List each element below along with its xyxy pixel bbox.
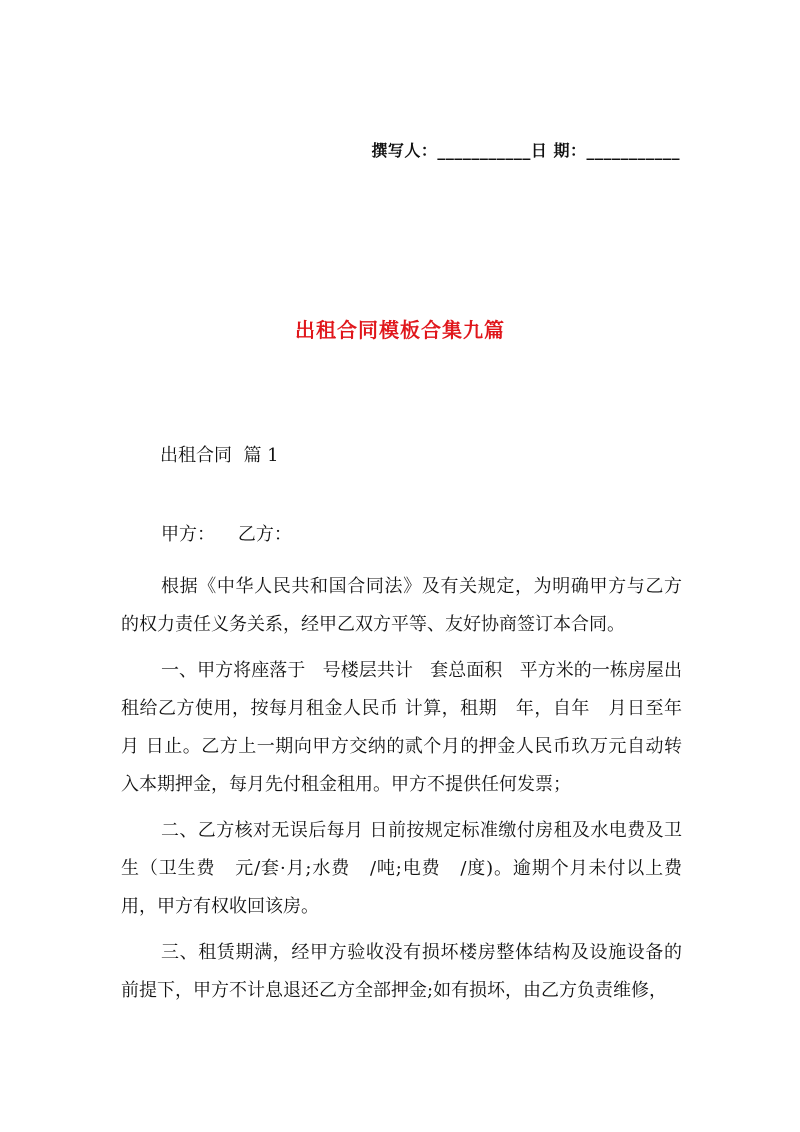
body-paragraph: 二、乙方核对无误后每月 日前按规定标准缴付房租及水电费及卫生（卫生费 元/套·月;水费 /吨;电费 /度)。逾期个月未付以上费用，甲方有权收回该房。 — [121, 820, 682, 917]
contract-body — [121, 516, 682, 1010]
body-paragraph: 一、甲方将座落于 号楼层共计 套总面积 平方米的一栋房屋出租给乙方使用，按每月租金人民币 计算，租期 年，自年 月日至年月 日止。乙方上一期向甲方交纳的贰个月的押金人民币玖万元自动转入本期押金，每月先付租金租用。甲方不提供任何发票； — [121, 660, 682, 795]
section-heading: 出租合同 篇 1 — [160, 445, 279, 466]
body-paragraph: 根据《中华人民共和国合同法》及有关规定，为明确甲方与乙方的权力责任义务关系，经甲乙双方平等、友好协商签订本合同。 — [121, 576, 682, 635]
body-paragraph: 三、租赁期满，经甲方验收没有损坏楼房整体结构及设施设备的前提下，甲方不计息退还乙方全部押金;如有损坏，由乙方负责维修， — [121, 942, 682, 1001]
parties-line: 甲方： 乙方： — [161, 524, 292, 545]
author-date-line: 撰写人：___________日 期：___________ — [371, 141, 680, 160]
document-title: 出租合同模板合集九篇 — [295, 318, 505, 342]
